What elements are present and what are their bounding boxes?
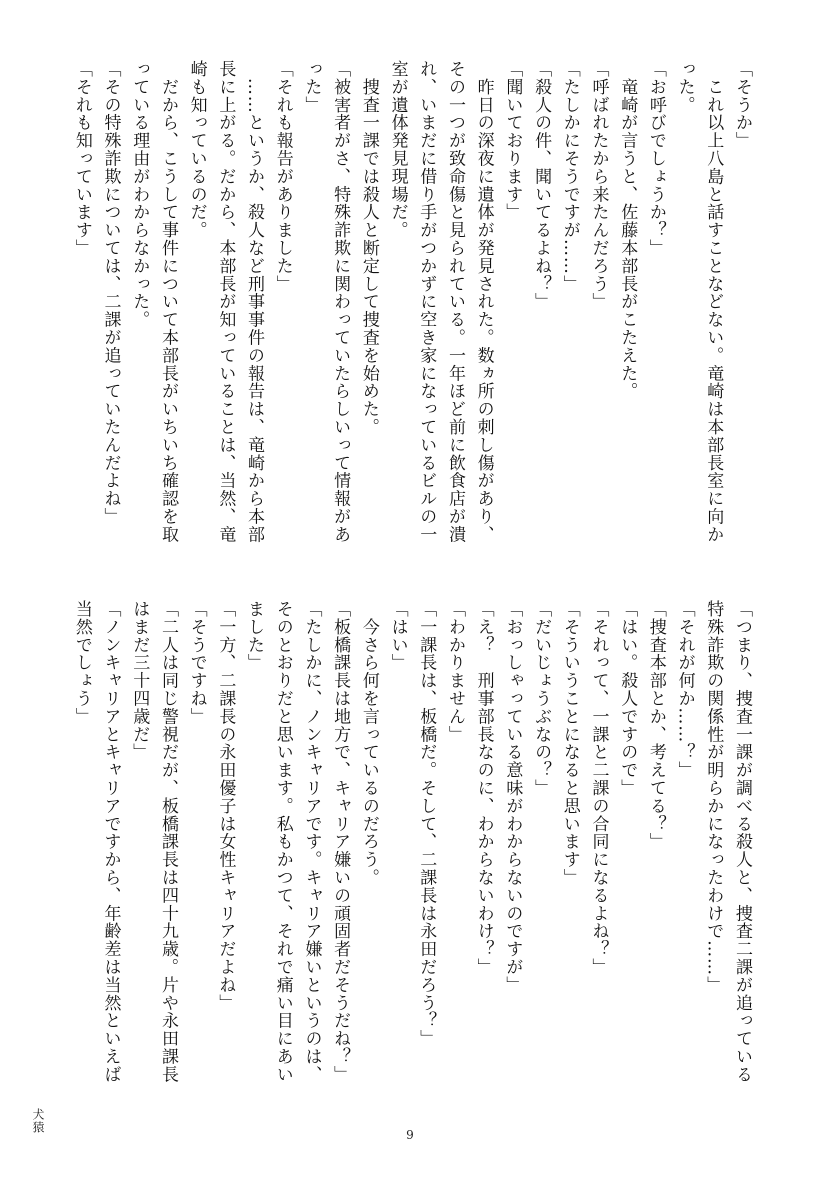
text-line: 「わかりません」	[444, 600, 465, 744]
text-line: ました」	[244, 600, 265, 672]
text-line: 特殊詐欺の関係性が明らかになったわけで……」	[703, 600, 724, 994]
text-line: 「そうですね」	[186, 600, 207, 726]
text-line: 「おっしゃっている意味がわからないのですが」	[502, 600, 523, 994]
lower-text-block	[67, 600, 756, 1084]
text-line: 捜査一課では殺人と断定して捜査を始めた。	[358, 60, 379, 436]
text-line: 崎も知っているのだ。	[186, 60, 207, 239]
text-line: った」	[301, 60, 322, 114]
text-line: 長に上がる。だから、本部長が知っていることは、当然、竜	[215, 60, 236, 544]
text-line: 今さら何を言っているのだろう。	[358, 600, 379, 887]
text-line: はまだ三十四歳だ」	[129, 600, 150, 762]
text-line: った。	[674, 60, 695, 114]
text-line: 「二人は同じ警視だが、板橋課長は四十九歳。片や永田課長	[157, 600, 178, 1084]
text-line: 「そういうことになると思います」	[559, 600, 580, 887]
text-line: そのとおりだと思います。私もかつて、それで痛い目にあい	[272, 600, 293, 1084]
text-line: ……というか、殺人など刑事事件の報告は、竜崎から本部	[244, 60, 265, 544]
text-line: 「一方、二課長の永田優子は女性キャリアだよね」	[215, 600, 236, 1012]
text-line: これ以上八島と話すことなどない。竜崎は本部長室に向か	[703, 60, 724, 544]
text-line: 「一課長は、板橋だ。そして、二課長は永田だろう？」	[416, 600, 437, 1048]
text-line: 竜崎が言うと、佐藤本部長がこたえた。	[617, 60, 638, 401]
text-line: 「それって、一課と二課の合同になるよね？」	[588, 600, 609, 976]
text-line: 室が遺体発見現場だ。	[387, 60, 408, 239]
text-line: 「つまり、捜査一課が調べる殺人と、捜査二課が追っている	[732, 600, 752, 1084]
text-line: 「はい」	[387, 600, 408, 672]
text-line: 当然でしょう」	[71, 600, 92, 726]
text-line: 「それが何か……？」	[674, 600, 695, 779]
text-line: 「そうか」	[732, 60, 752, 150]
text-line: 「え？ 刑事部長なのに、わからないわけ？」	[473, 600, 494, 976]
text-line: 昨日の深夜に遺体が発見された。数ヵ所の刺し傷があり、	[473, 60, 494, 544]
text-line: 「板橋課長は地方で、キャリア嫌いの頑固者だそうだね？」	[330, 600, 351, 1084]
text-line: 「お呼びでしょうか？」	[645, 60, 666, 257]
page-number: 9	[406, 1128, 414, 1142]
text-line: 「たしかにそうですが……」	[559, 60, 580, 293]
text-line: 「それも報告がありました」	[272, 60, 293, 293]
text-line: 「聞いております」	[502, 60, 523, 222]
text-line: 「捜査本部とか、考えてる？」	[645, 600, 666, 851]
text-line: 「たしかに、ノンキャリアです。キャリア嫌いというのは、	[301, 600, 322, 1084]
upper-text-block	[67, 60, 756, 560]
text-line: っている理由がわからなかった。	[129, 60, 150, 329]
text-line: 「だいじょうぶなの？」	[531, 600, 552, 797]
text-line: 「呼ばれたから来たんだろう」	[588, 60, 609, 311]
text-line: れ、いまだに借り手がつかずに空き家になっているビルの一	[416, 60, 437, 544]
text-line: 「ノンキャリアとキャリアですから、年齢差は当然といえば	[100, 600, 121, 1084]
text-line: 「殺人の件、聞いてるよね？」	[531, 60, 552, 311]
book-title: 犬猿	[31, 1108, 45, 1134]
text-line: だから、こうして事件について本部長がいちいち確認を取	[157, 60, 178, 544]
text-line: 「その特殊詐欺については、二課が追っていたんだよね」	[100, 60, 121, 526]
text-line: 「被害者がさ、特殊詐欺に関わっていたらしいって情報があ	[330, 60, 351, 544]
text-line: 「それも知っています」	[71, 60, 92, 257]
text-line: 「はい。殺人ですので」	[617, 600, 638, 797]
text-line: その一つが致命傷と見られている。一年ほど前に飲食店が潰	[444, 60, 465, 544]
